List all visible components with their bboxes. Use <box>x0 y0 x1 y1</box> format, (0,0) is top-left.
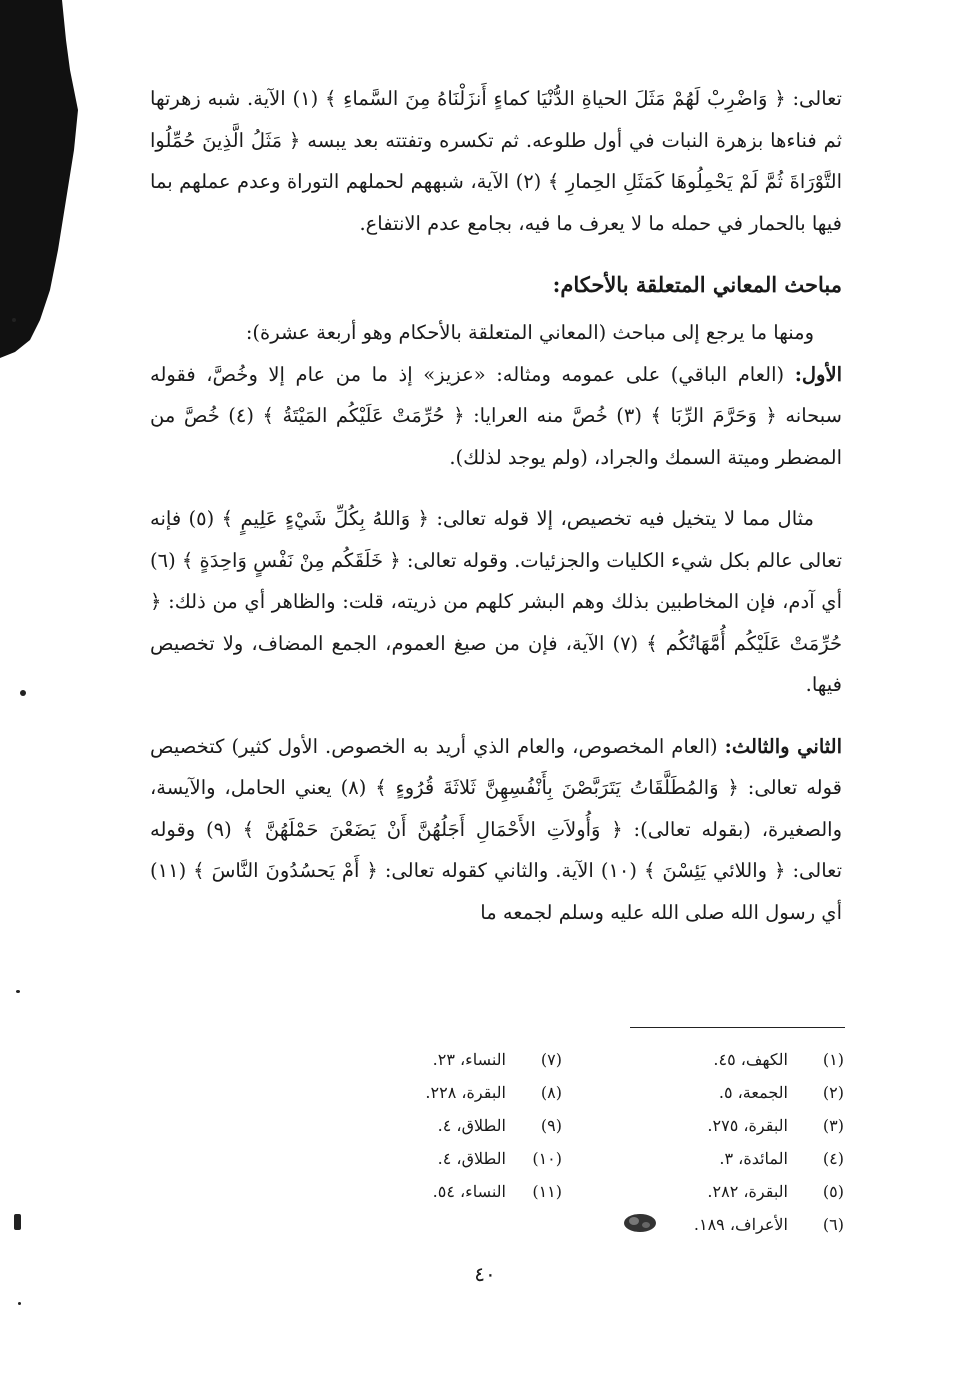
footnote-item <box>322 1142 562 1175</box>
scan-speck <box>16 990 20 993</box>
footnote-item <box>322 1043 562 1076</box>
footnote-reference: النساء، ٥٤. <box>432 1182 506 1201</box>
paragraph-example: مثال مما لا يتخيل فيه تخصيص، إلا قوله تعالى: ﴿ وَاللهُ بِكُلِّ شَيْءٍ عَلِيمٍ ﴾ (٥) فإنه تعالى عالم بكل شيء الكليات والجزئيات. وقوله تعالى: ﴿ خَلَقَكُم مِنْ نَفْسٍ وَاحِدَةٍ ﴾ (٦) أي آدم، فإن المخاطبين بذلك وهم البشر كلهم من ذريته، قلت: والظاهر أي من ذلك: ﴿ حُرِّمَتْ عَلَيْكُم أُمَّهَاتُكُم ﴾ (٧) الآية، فإن من صيغ العموم، الجمع المضاف، ولا تخصيص فيها. <box>150 507 843 696</box>
footnote-item <box>604 1142 844 1175</box>
section-heading: مباحث المعاني المتعلقة بالأحكام: <box>552 272 842 297</box>
footnote-item <box>322 1109 562 1142</box>
footnote-number: (١) <box>822 1050 844 1069</box>
footnote-reference: الجمعة، ٥. <box>718 1083 788 1102</box>
rule-label-second-third: الثاني والثالث: <box>724 734 843 758</box>
footnote-item <box>322 1175 562 1208</box>
footnote-separator <box>630 1027 845 1028</box>
page-number: ٤٠ <box>474 1262 496 1286</box>
footnote-number: (٥) <box>822 1182 844 1201</box>
torn-page-corner <box>0 0 110 360</box>
footnote-reference: البقرة، ٢٧٥. <box>707 1116 788 1135</box>
footnote-reference: البقرة، ٢٨٢. <box>707 1182 788 1201</box>
paragraph-similes: تعالى: ﴿ وَاضْرِبْ لَهُمْ مَثَلَ الحياةِ الدُّنْيَا كماءٍ أَنزَلْنَاهُ مِنَ السَّماءِ ﴾ (١) الآية. شبه زهرتها ثم فناءها بزهرة النبات في أول طلوعه. ثم تكسره وتفتته بعد يبسه ﴿ مَثَلُ الَّذِينَ حُمِّلُوا التَّوْرَاةَ ثُمَّ لَمْ يَحْمِلُوهَا كَمَثَلِ الحِمارِ ﴾ (٢) الآية، شبههم لحملهم التوراة وعدم عملهم بما فيها بالحمار في حمله ما لا يعرف ما فيه، بجامع عدم الانتفاع. <box>150 87 842 235</box>
footnote-number: (٨) <box>540 1083 562 1102</box>
footnote-item <box>604 1076 844 1109</box>
ink-stain <box>622 1212 658 1234</box>
footnote-reference: النساء، ٢٣. <box>432 1050 506 1069</box>
footnote-number: (٣) <box>822 1116 844 1135</box>
rule-label-first: الأول: <box>794 362 843 386</box>
scan-speck <box>14 1214 21 1230</box>
rule-text-second-third: (العام المخصوص، والعام الذي أريد به الخصوص. الأول كثير) كتخصيص قوله تعالى: ﴿ وَالمُطَلَّقَاتُ يَتَرَبَّصْنَ بِأَنْفُسِهِنَّ ثَلاثَةَ قُرُوءٍ ﴾ (٨) يعني الحامل، والآيسة، والصغيرة، (بقوله تعالى): ﴿ وَأُولاَتِ الأَحْمَالِ أَجَلُهُنَّ أَنْ يَضَعْنَ حَمْلَهُنَّ ﴾ (٩) وقوله تعالى: ﴿ واللائي يَئِسْنَ ﴾ (١٠) الآية. والثاني كقوله تعالى: ﴿ أَمْ يَحسُدُونَ النَّاسَ ﴾ (١١) أي رسول الله صلى الله عليه وسلم لجمعه ما <box>150 734 842 924</box>
footnotes-left-column <box>322 1043 562 1208</box>
footnote-reference: الطلاق، ٤. <box>437 1116 506 1135</box>
footnote-item <box>604 1175 844 1208</box>
footnote-number: (٩) <box>540 1116 562 1135</box>
rule-text-first: (العام الباقي) على عمومه ومثاله: «عزيز» إذ ما من عام إلا وخُصَّ، فقوله سبحانه ﴿ وَحَرَّمَ الرِّبَا ﴾ (٣) خُصَّ منه العرايا: ﴿ حُرِّمَتْ عَلَيْكُم المَيْتَةُ ﴾ (٤) خُصَّ من المضطر وميتة السمك والجراد، (ولم يوجد لذلك). <box>150 362 842 469</box>
footnote-number: (١١) <box>532 1182 562 1201</box>
footnote-reference: الكهف، ٤٥. <box>713 1050 788 1069</box>
footnote-item <box>322 1076 562 1109</box>
paragraph-intro: ومنها ما يرجع إلى مباحث (المعاني المتعلقة بالأحكام وهو أربعة عشرة): <box>245 321 814 344</box>
footnote-reference: البقرة، ٢٢٨. <box>425 1083 506 1102</box>
scan-speck <box>18 1302 21 1305</box>
footnote-reference: المائدة، ٣. <box>719 1149 788 1168</box>
footnote-reference: الطلاق، ٤. <box>437 1149 506 1168</box>
scan-speck <box>20 690 26 696</box>
footnote-item <box>604 1043 844 1076</box>
footnote-number: (٤) <box>822 1149 844 1168</box>
page-body <box>150 78 842 933</box>
scan-speck <box>12 318 16 322</box>
footnote-number: (٢) <box>822 1083 844 1102</box>
paragraph-second-third-rule <box>150 726 842 934</box>
footnote-number: (٧) <box>540 1050 562 1069</box>
footnote-item <box>604 1109 844 1142</box>
footnote-number: (٦) <box>822 1215 844 1234</box>
paragraph-first-rule <box>150 354 842 479</box>
footnote-number: (١٠) <box>532 1149 562 1168</box>
footnote-reference: الأعراف، ١٨٩. <box>693 1215 788 1234</box>
